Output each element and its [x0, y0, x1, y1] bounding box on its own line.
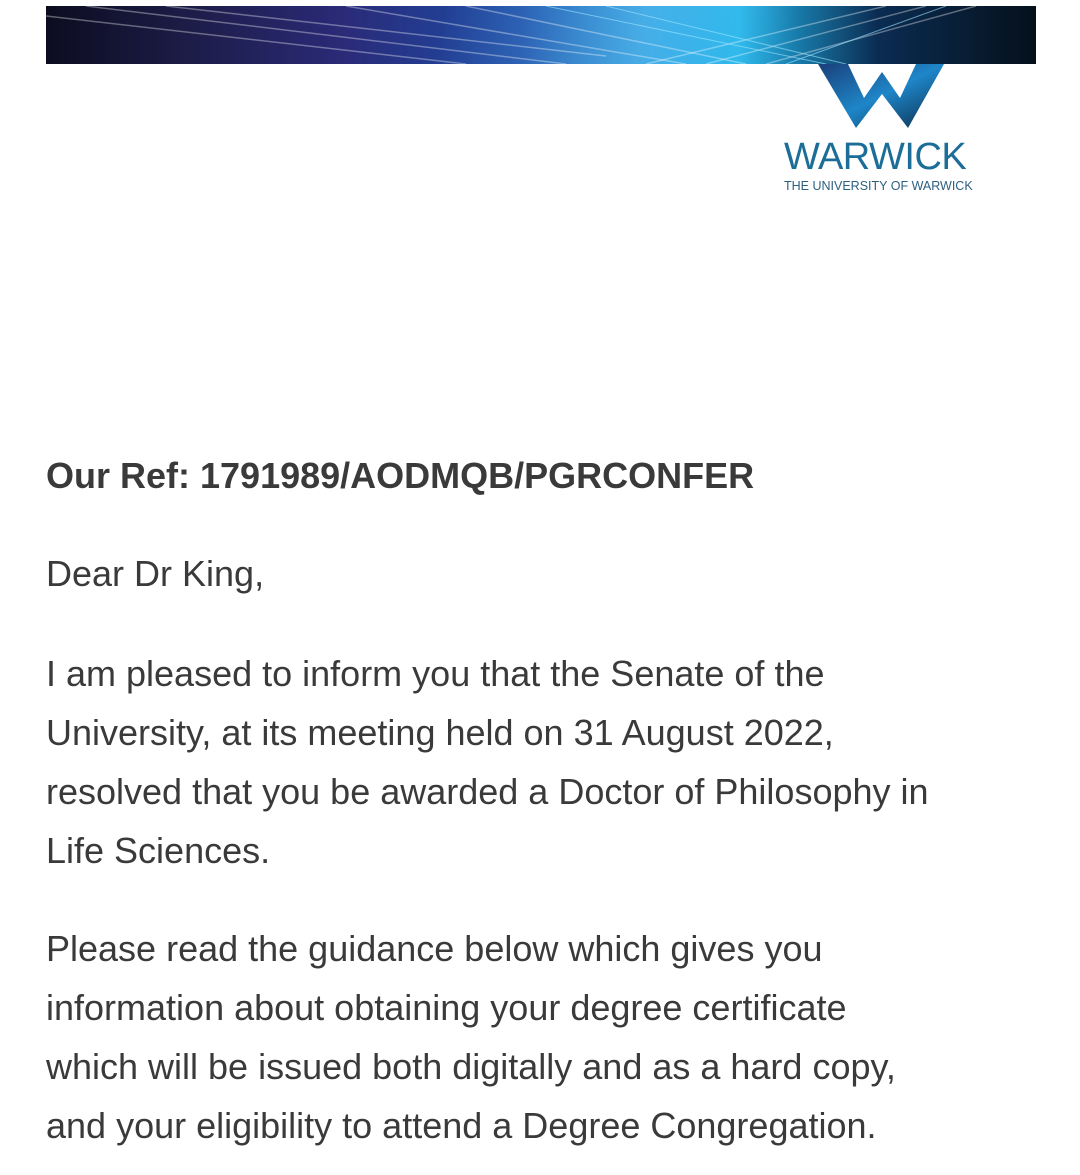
logo-subtitle: THE UNIVERSITY OF WARWICK — [784, 179, 973, 193]
paragraph-line: University, at its meeting held on 31 August 2022, — [46, 712, 834, 753]
paragraph-line: which will be issued both digitally and as a hard copy, — [46, 1046, 896, 1087]
warwick-w-mark-icon — [818, 64, 946, 130]
paragraph-line: and your eligibility to attend a Degree Congregation. — [46, 1105, 877, 1146]
paragraph-line: information about obtaining your degree certificate — [46, 987, 847, 1028]
header-banner-image — [46, 6, 1036, 64]
paragraph-line: Please read the guidance below which gives you — [46, 928, 823, 969]
paragraph-line: I am pleased to inform you that the Senate of the — [46, 653, 825, 694]
warwick-logo — [760, 64, 1000, 204]
paragraph-line: Life Sciences. — [46, 830, 271, 871]
logo-wordmark: WARWICK — [784, 136, 967, 178]
greeting: Dear Dr King, — [46, 553, 265, 594]
guidance-paragraph — [46, 919, 896, 1155]
award-paragraph — [46, 644, 929, 880]
paragraph-line: resolved that you be awarded a Doctor of Philosophy in — [46, 771, 929, 812]
banner-light-streaks — [46, 6, 1036, 64]
reference-number: Our Ref: 1791989/AODMQB/PGRCONFER — [46, 455, 755, 496]
